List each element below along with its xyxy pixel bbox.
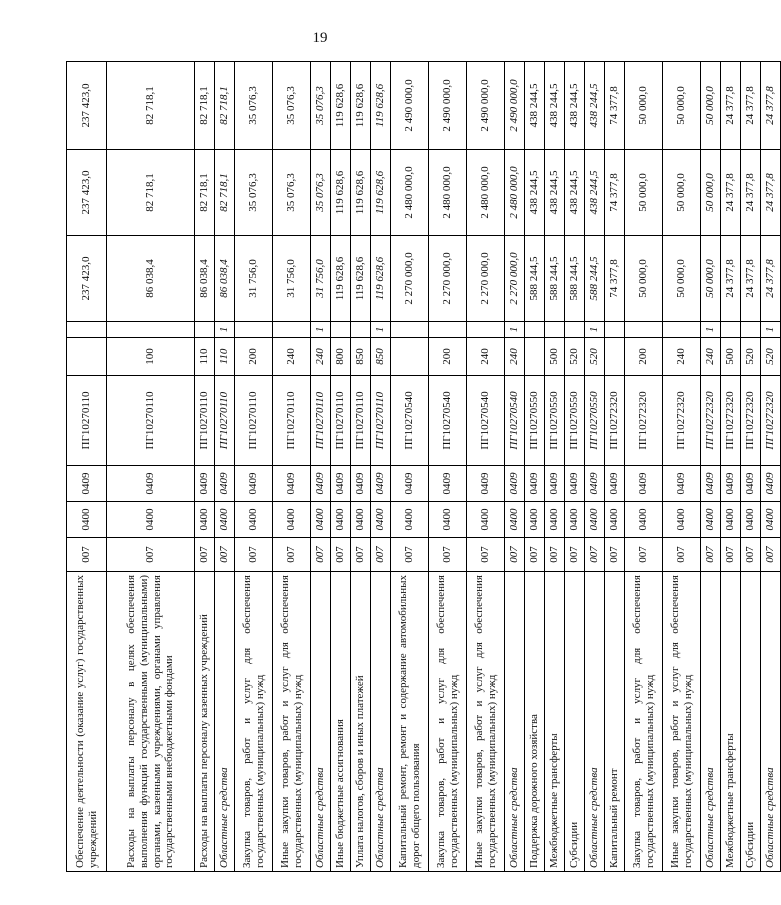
subsection-code: 0409 [585,466,605,502]
amount-year-2: 24 377,8 [721,150,741,236]
page-number: 19 [312,30,328,46]
expense-type-code: 240 [467,338,505,376]
expense-type-code: 200 [235,338,273,376]
subsection-code: 0409 [429,466,467,502]
row-name: Расходы на выплаты персоналу казенных учреждений [195,572,215,872]
expense-type-code: 800 [331,338,351,376]
subsection-code: 0409 [195,466,215,502]
row-name: Капитальный ремонт, ремонт и содержание автомобильных дорог общего пользования [391,572,429,872]
amount-year-1: 50 000,0 [625,236,663,322]
row-name: Областные средства [311,572,331,872]
target-article-code: ПГ10270110 [215,376,235,466]
amount-year-2: 438 244,5 [545,150,565,236]
funding-mark [391,322,429,338]
row-name: Поддержка дорожного хозяйства [525,572,545,872]
target-article-code: ПГ10270110 [107,376,195,466]
target-article-code: ПГ10270550 [545,376,565,466]
amount-year-2: 438 244,5 [525,150,545,236]
target-article-code: ПГ10270110 [331,376,351,466]
subsection-code: 0409 [761,466,781,502]
section-code: 0400 [701,502,721,538]
row-name: Расходы на выплаты персоналу в целях обеспечения выполнения функций государственными (муниципальными) органами, казенными учреждениями, органами управления государственными внебюджетными фондами [107,572,195,872]
row-name: Межбюджетные трансферты [721,572,741,872]
section-code: 0400 [545,502,565,538]
ved-code: 007 [107,538,195,572]
ved-code: 007 [311,538,331,572]
row-name: Обеспечение деятельности (оказание услуг) государственных учреждений [67,572,107,872]
section-code: 0400 [273,502,311,538]
target-article-code: ПГ10270540 [467,376,505,466]
amount-year-2: 119 628,6 [371,150,391,236]
section-code: 0400 [525,502,545,538]
ved-code: 007 [585,538,605,572]
section-code: 0400 [331,502,351,538]
subsection-code: 0409 [663,466,701,502]
funding-mark [195,322,215,338]
funding-mark: 1 [371,322,391,338]
subsection-code: 0409 [721,466,741,502]
section-code: 0400 [235,502,273,538]
amount-year-2: 50 000,0 [701,150,721,236]
amount-year-1: 2 270 000,0 [391,236,429,322]
amount-year-3: 35 076,3 [273,62,311,150]
ved-code: 007 [741,538,761,572]
amount-year-2: 119 628,6 [331,150,351,236]
section-code: 0400 [107,502,195,538]
ved-code: 007 [331,538,351,572]
budget-table [66,61,781,872]
funding-mark [721,322,741,338]
expense-type-code [605,338,625,376]
amount-year-3: 438 244,5 [585,62,605,150]
target-article-code: ПГ10270110 [67,376,107,466]
subsection-code: 0409 [505,466,525,502]
section-code: 0400 [311,502,331,538]
target-article-code: ПГ10270540 [429,376,467,466]
subsection-code: 0409 [215,466,235,502]
ved-code: 007 [625,538,663,572]
section-code: 0400 [605,502,625,538]
table-row [67,62,107,872]
amount-year-2: 237 423,0 [67,150,107,236]
expense-type-code: 850 [371,338,391,376]
funding-mark [565,322,585,338]
ved-code: 007 [391,538,429,572]
expense-type-code: 520 [585,338,605,376]
ved-code: 007 [701,538,721,572]
row-name: Областные средства [701,572,721,872]
expense-type-code: 240 [311,338,331,376]
ved-code: 007 [545,538,565,572]
amount-year-3: 24 377,8 [761,62,781,150]
subsection-code: 0409 [311,466,331,502]
amount-year-1: 50 000,0 [663,236,701,322]
amount-year-3: 24 377,8 [721,62,741,150]
subsection-code: 0409 [545,466,565,502]
amount-year-1: 24 377,8 [741,236,761,322]
amount-year-2: 35 076,3 [235,150,273,236]
target-article-code: ПГ10270540 [391,376,429,466]
table-row [391,62,429,872]
funding-mark: 1 [701,322,721,338]
row-name: Областные средства [215,572,235,872]
section-code: 0400 [215,502,235,538]
amount-year-2: 50 000,0 [625,150,663,236]
section-code: 0400 [429,502,467,538]
target-article-code: ПГ10270550 [565,376,585,466]
row-name: Иные закупки товаров, работ и услуг для обеспечения государственных (муниципальных) нужд [663,572,701,872]
expense-type-code: 200 [429,338,467,376]
expense-type-code: 240 [505,338,525,376]
amount-year-1: 31 756,0 [235,236,273,322]
row-name: Уплата налогов, сборов и иных платежей [351,572,371,872]
amount-year-1: 237 423,0 [67,236,107,322]
amount-year-3: 119 628,6 [371,62,391,150]
amount-year-2: 82 718,1 [195,150,215,236]
subsection-code: 0409 [391,466,429,502]
target-article-code: ПГ10270550 [525,376,545,466]
amount-year-1: 86 038,4 [215,236,235,322]
funding-mark [235,322,273,338]
ved-code: 007 [605,538,625,572]
amount-year-3: 50 000,0 [701,62,721,150]
row-name: Капитальный ремонт [605,572,625,872]
amount-year-1: 31 756,0 [311,236,331,322]
table-row [525,62,545,872]
ved-code: 007 [505,538,525,572]
target-article-code: ПГ10272320 [663,376,701,466]
target-article-code: ПГ10270110 [195,376,215,466]
expense-type-code [391,338,429,376]
target-article-code: ПГ10272320 [761,376,781,466]
amount-year-1: 588 244,5 [585,236,605,322]
ved-code: 007 [761,538,781,572]
amount-year-1: 31 756,0 [273,236,311,322]
amount-year-2: 74 377,8 [605,150,625,236]
amount-year-1: 2 270 000,0 [429,236,467,322]
amount-year-2: 24 377,8 [761,150,781,236]
amount-year-2: 50 000,0 [663,150,701,236]
section-code: 0400 [585,502,605,538]
amount-year-1: 119 628,6 [331,236,351,322]
amount-year-3: 438 244,5 [545,62,565,150]
amount-year-2: 35 076,3 [273,150,311,236]
funding-mark [663,322,701,338]
row-name: Закупка товаров, работ и услуг для обеспечения государственных (муниципальных) нужд [235,572,273,872]
expense-type-code [67,338,107,376]
amount-year-2: 2 480 000,0 [391,150,429,236]
amount-year-3: 119 628,6 [351,62,371,150]
expense-type-code: 520 [761,338,781,376]
amount-year-2: 119 628,6 [351,150,371,236]
section-code: 0400 [467,502,505,538]
expense-type-code: 240 [663,338,701,376]
row-name: Областные средства [761,572,781,872]
target-article-code: ПГ10272320 [701,376,721,466]
amount-year-1: 2 270 000,0 [467,236,505,322]
subsection-code: 0409 [331,466,351,502]
expense-type-code: 100 [107,338,195,376]
section-code: 0400 [391,502,429,538]
expense-type-code: 520 [741,338,761,376]
subsection-code: 0409 [273,466,311,502]
amount-year-2: 438 244,5 [585,150,605,236]
target-article-code: ПГ10270540 [505,376,525,466]
funding-mark [467,322,505,338]
amount-year-1: 24 377,8 [721,236,741,322]
ved-code: 007 [663,538,701,572]
amount-year-1: 74 377,8 [605,236,625,322]
table-row [701,62,721,872]
ved-code: 007 [351,538,371,572]
subsection-code: 0409 [67,466,107,502]
expense-type-code: 240 [701,338,721,376]
section-code: 0400 [371,502,391,538]
amount-year-1: 588 244,5 [525,236,545,322]
ved-code: 007 [429,538,467,572]
table-body [67,62,781,872]
section-code: 0400 [195,502,215,538]
amount-year-2: 2 480 000,0 [505,150,525,236]
table-row [273,62,311,872]
ved-code: 007 [525,538,545,572]
target-article-code: ПГ10272320 [625,376,663,466]
target-article-code: ПГ10270110 [371,376,391,466]
amount-year-3: 50 000,0 [625,62,663,150]
table-row [663,62,701,872]
table-row [585,62,605,872]
target-article-code: ПГ10270110 [311,376,331,466]
target-article-code: ПГ10270110 [351,376,371,466]
funding-mark: 1 [505,322,525,338]
subsection-code: 0409 [605,466,625,502]
table-row [467,62,505,872]
expense-type-code: 500 [721,338,741,376]
expense-type-code: 110 [215,338,235,376]
expense-type-code [525,338,545,376]
target-article-code: ПГ10272320 [605,376,625,466]
section-code: 0400 [67,502,107,538]
row-name: Областные средства [505,572,525,872]
subsection-code: 0409 [235,466,273,502]
table-row [331,62,351,872]
funding-mark [741,322,761,338]
table-row [311,62,331,872]
table-row [761,62,781,872]
table-row [605,62,625,872]
amount-year-1: 86 038,4 [195,236,215,322]
ved-code: 007 [235,538,273,572]
funding-mark: 1 [585,322,605,338]
amount-year-2: 82 718,1 [215,150,235,236]
amount-year-3: 35 076,3 [235,62,273,150]
amount-year-3: 438 244,5 [525,62,545,150]
amount-year-1: 119 628,6 [351,236,371,322]
table-row [565,62,585,872]
ved-code: 007 [195,538,215,572]
section-code: 0400 [721,502,741,538]
row-name: Иные закупки товаров, работ и услуг для обеспечения государственных (муниципальных) нужд [467,572,505,872]
funding-mark [331,322,351,338]
amount-year-2: 82 718,1 [107,150,195,236]
funding-mark [273,322,311,338]
subsection-code: 0409 [625,466,663,502]
amount-year-3: 2 490 000,0 [467,62,505,150]
expense-type-code: 200 [625,338,663,376]
table-row [741,62,761,872]
table-row [721,62,741,872]
ved-code: 007 [371,538,391,572]
amount-year-3: 438 244,5 [565,62,585,150]
row-name: Областные средства [585,572,605,872]
amount-year-1: 50 000,0 [701,236,721,322]
funding-mark: 1 [761,322,781,338]
subsection-code: 0409 [371,466,391,502]
table-row [429,62,467,872]
table-row [107,62,195,872]
subsection-code: 0409 [467,466,505,502]
expense-type-code: 240 [273,338,311,376]
funding-mark [107,322,195,338]
table-row [235,62,273,872]
amount-year-3: 2 490 000,0 [429,62,467,150]
table-row [215,62,235,872]
funding-mark [605,322,625,338]
section-code: 0400 [761,502,781,538]
expense-type-code: 110 [195,338,215,376]
rotated-page [66,62,777,872]
subsection-code: 0409 [525,466,545,502]
funding-mark [351,322,371,338]
amount-year-3: 35 076,3 [311,62,331,150]
amount-year-3: 24 377,8 [741,62,761,150]
expense-type-code: 520 [565,338,585,376]
amount-year-3: 74 377,8 [605,62,625,150]
row-name: Межбюджетные трансферты [545,572,565,872]
table-row [505,62,525,872]
target-article-code: ПГ10270110 [273,376,311,466]
amount-year-2: 2 480 000,0 [467,150,505,236]
ved-code: 007 [721,538,741,572]
expense-type-code: 850 [351,338,371,376]
amount-year-3: 82 718,1 [107,62,195,150]
funding-mark [429,322,467,338]
amount-year-1: 588 244,5 [565,236,585,322]
row-name: Иные закупки товаров, работ и услуг для обеспечения государственных (муниципальных) нужд [273,572,311,872]
amount-year-2: 24 377,8 [741,150,761,236]
table-row [371,62,391,872]
table-row [625,62,663,872]
table-row [545,62,565,872]
amount-year-1: 588 244,5 [545,236,565,322]
amount-year-2: 35 076,3 [311,150,331,236]
amount-year-3: 2 490 000,0 [391,62,429,150]
subsection-code: 0409 [565,466,585,502]
amount-year-3: 237 423,0 [67,62,107,150]
row-name: Субсидии [565,572,585,872]
ved-code: 007 [565,538,585,572]
amount-year-3: 82 718,1 [215,62,235,150]
section-code: 0400 [505,502,525,538]
row-name: Закупка товаров, работ и услуг для обеспечения государственных (муниципальных) нужд [625,572,663,872]
amount-year-2: 438 244,5 [565,150,585,236]
amount-year-3: 50 000,0 [663,62,701,150]
row-name: Иные бюджетные ассигнования [331,572,351,872]
ved-code: 007 [215,538,235,572]
amount-year-1: 24 377,8 [761,236,781,322]
row-name: Областные средства [371,572,391,872]
section-code: 0400 [351,502,371,538]
amount-year-1: 2 270 000,0 [505,236,525,322]
subsection-code: 0409 [351,466,371,502]
row-name: Субсидии [741,572,761,872]
subsection-code: 0409 [741,466,761,502]
amount-year-1: 86 038,4 [107,236,195,322]
subsection-code: 0409 [107,466,195,502]
target-article-code: ПГ10272320 [721,376,741,466]
funding-mark: 1 [311,322,331,338]
amount-year-3: 2 490 000,0 [505,62,525,150]
section-code: 0400 [741,502,761,538]
ved-code: 007 [467,538,505,572]
ved-code: 007 [67,538,107,572]
row-name: Закупка товаров, работ и услуг для обеспечения государственных (муниципальных) нужд [429,572,467,872]
amount-year-3: 82 718,1 [195,62,215,150]
funding-mark: 1 [215,322,235,338]
ved-code: 007 [273,538,311,572]
funding-mark [67,322,107,338]
target-article-code: ПГ10272320 [741,376,761,466]
table-row [195,62,215,872]
subsection-code: 0409 [701,466,721,502]
section-code: 0400 [565,502,585,538]
funding-mark [545,322,565,338]
section-code: 0400 [663,502,701,538]
amount-year-2: 2 480 000,0 [429,150,467,236]
target-article-code: ПГ10270110 [235,376,273,466]
amount-year-3: 119 628,6 [331,62,351,150]
expense-type-code: 500 [545,338,565,376]
funding-mark [525,322,545,338]
amount-year-1: 119 628,6 [371,236,391,322]
table-row [351,62,371,872]
funding-mark [625,322,663,338]
section-code: 0400 [625,502,663,538]
target-article-code: ПГ10270550 [585,376,605,466]
